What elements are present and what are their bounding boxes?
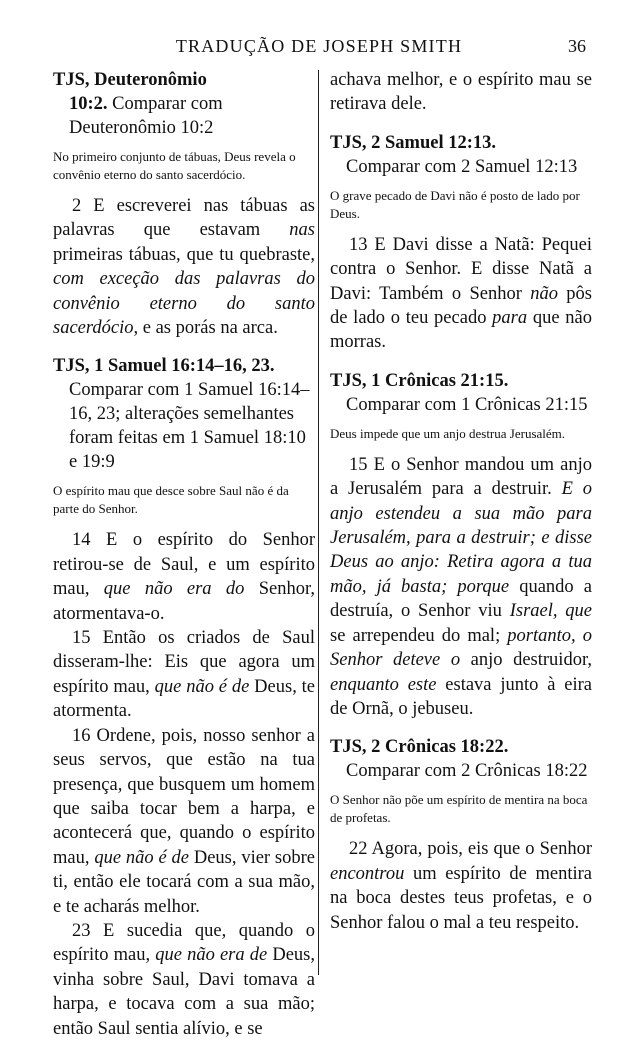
verse-15: 15 E o Senhor mandou um anjo a Jerusalém para a destruir. E o anjo estendeu a sua mão para Jerusalém, para a destruir; e disse Deus ao anjo: Retira agora a tua mão, já basta; porque quando a destruía, o Senhor viu Israel, que se arrependeu do mal; portanto, o Senhor deteve o anjo destruidor, enquanto este estava junto à eira de Ornã, o jebuseu. [330, 454, 592, 719]
column-divider [318, 70, 319, 975]
verse-2: 2 E escreverei nas tábuas as palavras que estavam nas primeiras tábuas, que tu quebraste, com exceção das palavras do convênio eterno do santo sacerdócio, e as porás na arca. [53, 196, 315, 339]
verse-13: 13 E Davi disse a Natã: Pequei contra o Senhor. E disse Natã a Davi: Também o Senhor não pôs de lado o teu pecado para que não morras. [330, 234, 592, 353]
section-2-chronicles [330, 735, 592, 935]
compare-reference: Comparar com 1 Crônicas 21:15 [346, 394, 588, 415]
verse-23: 23 E sucedia que, quando o espírito mau, que não era de Deus, vinha sobre Saul, Davi tomava a harpa, e tocava com a sua mão; então Saul sentia alívio, e se [53, 920, 315, 1039]
compare-reference: Comparar com 2 Samuel 12:13 [346, 156, 578, 177]
compare-reference: Comparar com 1 Samuel 16:14–16, 23; alterações semelhantes foram feitas em 1 Samuel 18:10 e 19:9 [69, 380, 310, 473]
verse-14: 14 E o espírito do Senhor retirou-se de Saul, e um espírito mau, que não era do Senhor, atormentava-o. [53, 530, 315, 624]
verse-22: 22 Agora, pois, eis que o Senhor encontrou um espírito de mentira na boca destes teus profetas, e o Senhor falou o mal a teu respeito. [330, 839, 592, 933]
compare-reference: Comparar com 2 Crônicas 18:22 [346, 761, 588, 782]
section-deuteronomy [53, 68, 315, 340]
section-summary: O espírito mau que desce sobre Saul não é da parte do Senhor. [53, 483, 289, 517]
section-2-samuel [330, 131, 592, 355]
section-heading: TJS, 1 Samuel 16:14–16, 23. [53, 356, 275, 377]
section-summary: No primeiro conjunto de tábuas, Deus revela o convênio eterno do santo sacerdócio. [53, 149, 296, 182]
section-heading: TJS, 2 Samuel 12:13. [330, 132, 497, 153]
section-summary: Deus impede que um anjo destrua Jerusalém. [330, 425, 566, 441]
section-heading: TJS, 2 Crônicas 18:22. [330, 737, 509, 758]
compare-reference: 10:2. Comparar com Deuteronômio 10:2 [69, 94, 223, 138]
verse-23-continuation: achava melhor, e o espírito mau se retirava dele. [330, 70, 592, 115]
running-header [0, 36, 638, 60]
section-1-samuel [53, 354, 315, 1041]
page-number: 36 [568, 36, 586, 56]
verse-15: 15 Então os criados de Saul disseram-lhe: Eis que agora um espírito mau, que não é de Deus, te atormenta. [53, 628, 316, 722]
section-summary: O grave pecado de Davi não é posto de lado por Deus. [330, 187, 580, 221]
verse-reference: 10:2. [69, 94, 108, 114]
section-heading: TJS, Deuteronômio [53, 70, 207, 90]
right-column [330, 68, 592, 935]
verse-16: 16 Ordene, pois, nosso senhor a seus servos, que estão na tua presença, que busquem um homem que saiba tocar bem a harpa, e acontecerá que, quando o espírito mau, que não é de Deus, vier sobre ti, então ele tocará com a sua mão, e te acharás melhor. [53, 725, 316, 917]
left-column [53, 68, 315, 1041]
book-title: TRADUÇÃO DE JOSEPH SMITH [175, 36, 463, 56]
section-heading: TJS, 1 Crônicas 21:15. [330, 370, 509, 391]
section-summary: O Senhor não põe um espírito de mentira na boca de profetas. [330, 792, 588, 826]
section-1-chronicles [330, 369, 592, 721]
